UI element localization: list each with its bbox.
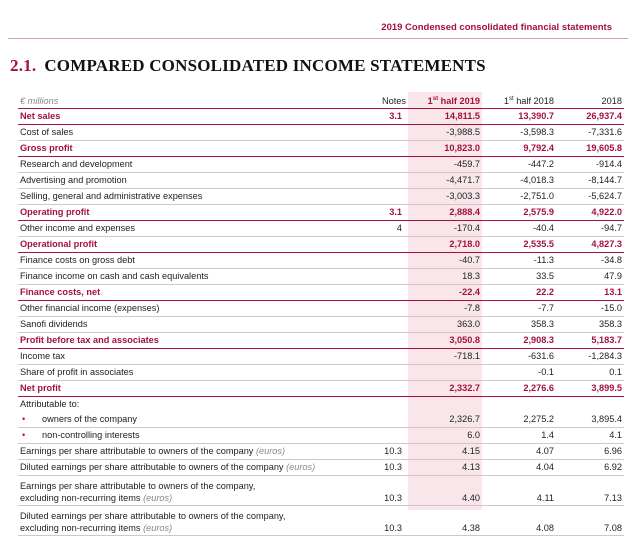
- section-heading: COMPARED CONSOLIDATED INCOME STATEMENTS: [44, 56, 486, 75]
- table-row: Operational profit 2,718.0 2,535.5 4,827.3: [18, 237, 624, 253]
- section-title: [10, 56, 486, 76]
- table-row: Net profit 2,332.7 2,276.6 3,899.5: [18, 381, 624, 397]
- table-row: Research and development -459.7 -447.2 -914.4: [18, 157, 624, 173]
- table-row: Finance income on cash and cash equivalents 18.3 33.5 47.9: [18, 269, 624, 285]
- table-row: Other income and expenses 4 -170.4 -40.4 -94.7: [18, 221, 624, 237]
- income-statement-table: [18, 94, 624, 536]
- col-h1-2018: 1st half 2018: [482, 94, 556, 109]
- table-row: Net sales 3.1 14,811.5 13,390.7 26,937.4: [18, 109, 624, 125]
- bullet-icon: •: [22, 414, 26, 424]
- bullet-icon: •: [22, 430, 26, 440]
- table-row: Earnings per share attributable to owners of the company, excluding non-recurring items (euros) 10.3 4.40 4.11 7.13: [18, 476, 624, 506]
- unit-label: € millions: [18, 94, 354, 109]
- table-row: Sanofi dividends 363.0 358.3 358.3: [18, 317, 624, 333]
- table-row: Selling, general and administrative expenses -3,003.3 -2,751.0 -5,624.7: [18, 189, 624, 205]
- table-row: Other financial income (expenses) -7.8 -7.7 -15.0: [18, 301, 624, 317]
- table-row: • owners of the company 2,326.7 2,275.2 3,895.4: [18, 412, 624, 428]
- table-row: • non-controlling interests 6.0 1.4 4.1: [18, 428, 624, 444]
- section-number: 2.1.: [10, 56, 37, 75]
- table-row: Gross profit 10,823.0 9,792.4 19,605.8: [18, 141, 624, 157]
- table-row: Attributable to:: [20, 399, 80, 409]
- header-divider: [8, 38, 628, 39]
- table-row: Share of profit in associates -0.1 0.1: [18, 365, 624, 381]
- col-fy-2018: 2018: [556, 94, 624, 109]
- table-row: Income tax -718.1 -631.6 -1,284.3: [18, 349, 624, 365]
- table-row: Diluted earnings per share attributable to owners of the company, excluding non-recurring items (euros) 10.3 4.38 4.08 7.08: [18, 506, 624, 536]
- table-row: Advertising and promotion -4,471.7 -4,018.3 -8,144.7: [18, 173, 624, 189]
- table-row: Diluted earnings per share attributable to owners of the company (euros) 10.3 4.13 4.04 6.92: [18, 460, 624, 476]
- table-row: Finance costs, net -22.4 22.2 13.1: [18, 285, 624, 301]
- table-header-row: [18, 94, 624, 109]
- table-row: Profit before tax and associates 3,050.8 2,908.3 5,183.7: [18, 333, 624, 349]
- table-row: Operating profit 3.1 2,888.4 2,575.9 4,922.0: [18, 205, 624, 221]
- table-row: Finance costs on gross debt -40.7 -11.3 -34.8: [18, 253, 624, 269]
- running-header: 2019 Condensed consolidated financial statements: [381, 22, 612, 33]
- table-row: Earnings per share attributable to owners of the company (euros) 10.3 4.15 4.07 6.96: [18, 444, 624, 460]
- col-h1-2019: 1st half 2019: [408, 94, 482, 109]
- col-notes: Notes: [354, 94, 408, 109]
- table-row: Cost of sales -3,988.5 -3,598.3 -7,331.6: [18, 125, 624, 141]
